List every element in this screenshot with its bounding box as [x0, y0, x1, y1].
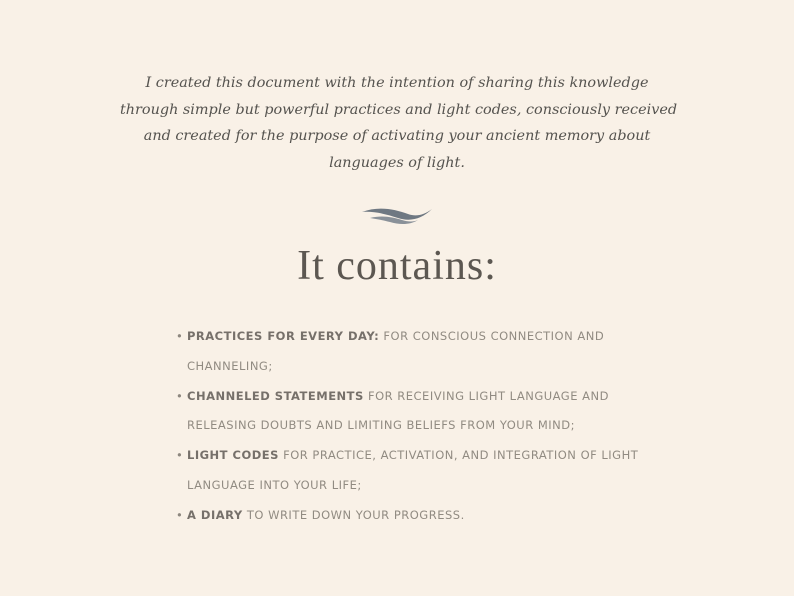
bullet: •	[176, 329, 184, 343]
list-item-lead: CHANNELED STATEMENTS	[187, 388, 364, 403]
list-item	[176, 382, 686, 442]
list-item-text: FOR CONSCIOUS CONNECTION AND	[379, 329, 605, 343]
list-item-line	[187, 382, 686, 412]
intro-line: through simple but powerful practices and light codes, consciously received	[120, 101, 678, 118]
swash-ornament-icon	[360, 205, 434, 227]
list-item-line	[187, 322, 686, 352]
contents-list	[176, 322, 686, 531]
list-item-lead: A DIARY	[187, 507, 243, 522]
list-item-line	[187, 441, 686, 471]
list-item-text: RELEASING DOUBTS AND LIMITING BELIEFS FROM YOUR MIND;	[187, 418, 576, 433]
intro-line: I created this document with the intention of sharing this knowledge	[145, 75, 649, 91]
list-item	[176, 322, 686, 382]
intro-line: languages of light.	[329, 155, 465, 172]
bullet: •	[176, 448, 184, 463]
list-item-lead: PRACTICES FOR EVERY DAY:	[187, 329, 380, 343]
list-item-text: TO WRITE DOWN YOUR PROGRESS.	[242, 507, 465, 522]
bullet: •	[176, 388, 184, 403]
list-item-lead: LIGHT CODES	[187, 448, 279, 463]
list-item-text: FOR RECEIVING LIGHT LANGUAGE AND	[363, 388, 609, 403]
section-heading: It contains:	[297, 243, 497, 289]
list-item-text: FOR PRACTICE, ACTIVATION, AND INTEGRATION OF LIGHT	[278, 448, 639, 463]
intro-line: and created for the purpose of activating your ancient memory about	[143, 128, 651, 145]
list-item	[176, 441, 686, 501]
list-item-line	[187, 501, 686, 531]
list-item-text: LANGUAGE INTO YOUR LIFE;	[187, 477, 362, 492]
bullet: •	[176, 507, 184, 522]
intro-paragraph	[120, 70, 678, 177]
list-item	[176, 501, 686, 531]
list-item-text: CHANNELING;	[187, 358, 273, 373]
